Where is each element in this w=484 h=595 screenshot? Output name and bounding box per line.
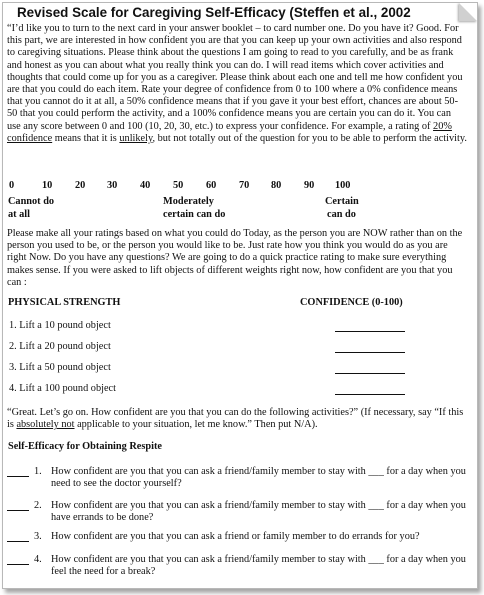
transition-text-1: “Great. Let’s go on. How confident are you that you can do the following activities?” (If necessary, say “If this is (7, 407, 464, 431)
scale-number: 50 (173, 180, 184, 191)
scale-number: 90 (304, 180, 315, 191)
question-number: 3. (34, 531, 42, 542)
question-item (7, 466, 471, 492)
scale-number: 80 (271, 180, 282, 191)
answer-blank[interactable] (7, 564, 29, 565)
transition-underline: absolutely not (16, 419, 75, 431)
intro-underline-1: 20% confidence (7, 120, 452, 144)
practice-item: 2. Lift a 20 pound object (9, 341, 111, 352)
practice-item: 1. Lift a 10 pound object (9, 320, 111, 331)
scale-number: 10 (42, 180, 53, 191)
intro-paragraph (7, 23, 467, 145)
document-title: Revised Scale for Caregiving Self-Efficacy (Steffen et al., 2002 (17, 5, 411, 20)
section-title: Self-Efficacy for Obtaining Respite (8, 441, 162, 452)
confidence-blank[interactable] (335, 363, 405, 374)
document-page (2, 2, 478, 589)
confidence-scale-numbers (7, 180, 467, 193)
scale-anchor-low-top: Cannot do (8, 196, 55, 207)
confidence-blank[interactable] (335, 321, 405, 332)
practice-item: 4. Lift a 100 pound object (9, 383, 116, 394)
scale-anchor-mid-bottom: certain can do (163, 209, 226, 220)
question-text: How confident are you that you can ask a friend/family member to stay with ___ for a day when you need to see the doctor yourself? (51, 466, 466, 490)
question-text: How confident are you that you can ask a friend/family member to stay with ___ for a day when you feel the need for a break? (51, 554, 466, 578)
answer-blank[interactable] (7, 476, 29, 477)
transition-text-2: applicable to your situation, let me know.” Then put N/A). (74, 419, 318, 431)
intro-text-2: means that it is (52, 132, 120, 144)
practice-header-left: PHYSICAL STRENGTH (8, 297, 121, 308)
question-number: 1. (34, 466, 42, 477)
question-number: 4. (34, 554, 42, 565)
scale-anchor-low-bottom: at all (8, 209, 31, 220)
scale-number: 60 (206, 180, 217, 191)
transition-paragraph (7, 407, 467, 431)
scale-anchor-high-top: Certain (325, 196, 359, 207)
question-text: How confident are you that you can ask a friend/family member to stay with ___ for a day when you have errands to be done? (51, 500, 466, 524)
scale-number: 0 (9, 180, 15, 191)
intro-underline-2: unlikely (119, 132, 153, 144)
answer-blank[interactable] (7, 510, 29, 511)
question-text: How confident are you that you can ask a friend or family member to do errands for you? (51, 531, 420, 542)
scale-number: 20 (75, 180, 86, 191)
page-curl (459, 3, 477, 21)
question-item (7, 500, 471, 526)
confidence-blank[interactable] (335, 342, 405, 353)
question-item (7, 554, 471, 580)
scale-number: 100 (335, 180, 351, 191)
intro-text-1: “I’d like you to turn to the next card in your answer booklet – to card number one. Do you have it? Good. For this part, we are interested in how confident you are that you can keep up your own activities and also respond to caregiving situations. Please think about the questions I am going to read to you carefully, and be as frank and honest as you can about what you really think you can do. I will read items which cover activities and thoughts that could come up for you as a caregiver. Please think about each one and tell me how confident you are that you could do each item. Rate your degree of confidence from 0 to 100 where a 0% confidence means that you cannot do it at all, a 50% confidence means that if you gave it your best effort, chances are about 50-50 that you could perform the activity, and a 100% confidence means you are certain you can do it. You can use any score between 0 and 100 (10, 20, 30, etc.) to express your confidence. For example, a rating of (7, 23, 463, 132)
answer-blank[interactable] (7, 541, 29, 542)
rating-instructions: Please make all your ratings based on what you could do Today, as the person you are NOW rather than on the person you used to be, or the person you would like to be. Just rate how you think you would do as you are right Now. Do you have any questions? We are going to do a quick practice rating to make sure everything makes sense. If you were asked to lift objects of different weights right now, how confident are you that you can : (7, 228, 463, 288)
question-number: 2. (34, 500, 42, 511)
intro-text-3: , but not totally out of the question for you to be able to perform the activity. (152, 132, 467, 144)
question-item (7, 531, 471, 545)
scale-anchor-high-bottom: can do (327, 209, 356, 220)
scale-number: 70 (239, 180, 250, 191)
scale-anchor-mid-top: Moderately (163, 196, 214, 207)
confidence-blank[interactable] (335, 384, 405, 395)
practice-item: 3. Lift a 50 pound object (9, 362, 111, 373)
scale-number: 40 (140, 180, 151, 191)
practice-header-right: CONFIDENCE (0-100) (300, 297, 403, 308)
scale-number: 30 (107, 180, 118, 191)
